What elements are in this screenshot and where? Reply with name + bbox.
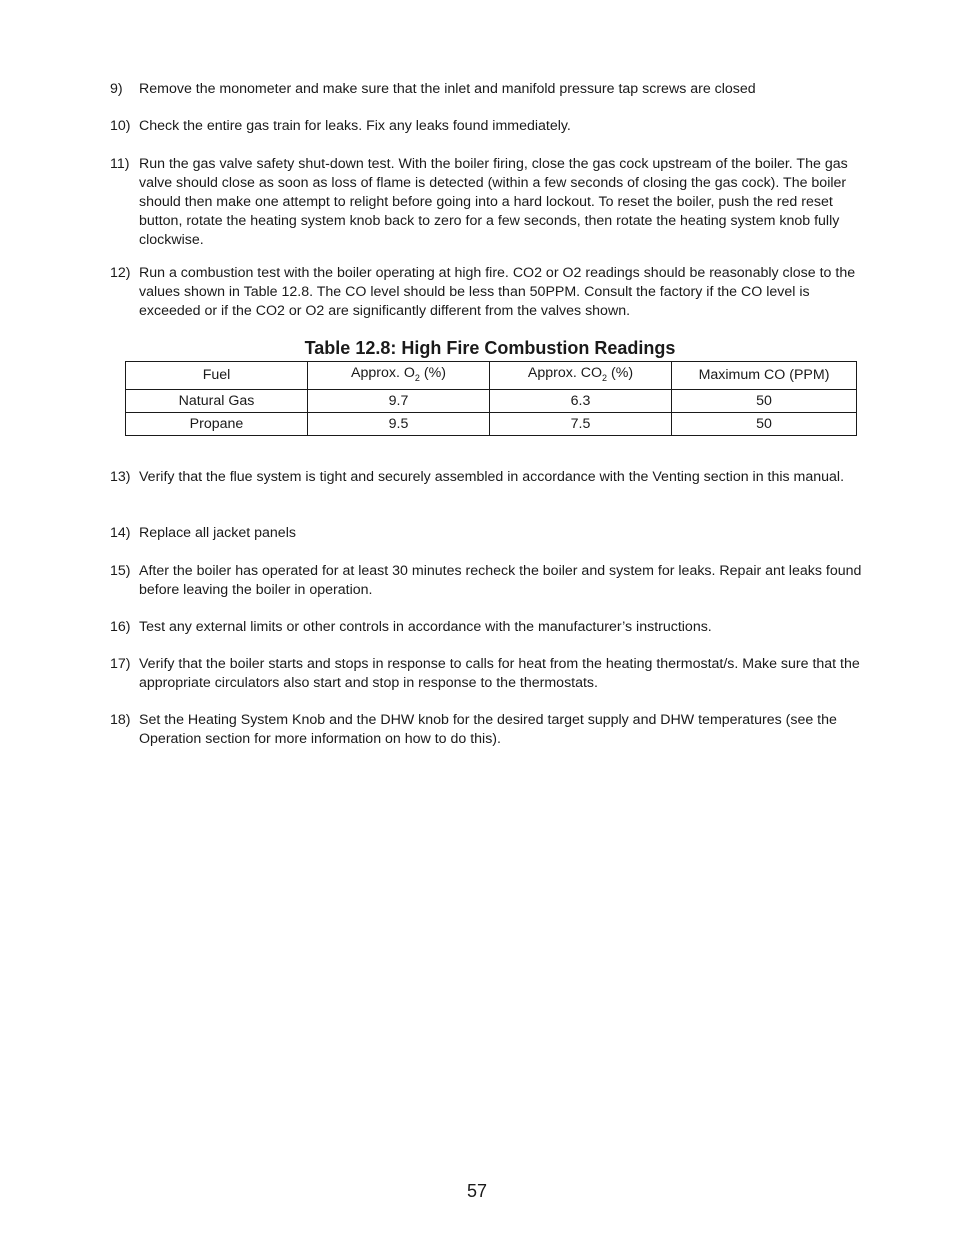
item-number: 10) — [110, 118, 131, 134]
item-text: Verify that the flue system is tight and securely assembled in accordance with the Venting section in this manual. — [139, 469, 845, 485]
item-text: Set the Heating System Knob and the DHW knob for the desired target supply and DHW temperatures (see the Operation section for more information on how to do this). — [139, 712, 837, 747]
item-number: 14) — [110, 525, 131, 541]
table-title: Table 12.8: High Fire Combustion Readings — [304, 338, 676, 358]
cell-co: 50 — [672, 389, 857, 412]
item-number: 13) — [110, 469, 131, 485]
table-row — [126, 389, 857, 412]
item-number: 18) — [110, 712, 131, 728]
page-number: 57 — [466, 1181, 488, 1201]
cell-o2: 9.5 — [308, 412, 490, 435]
item-text: Run a combustion test with the boiler operating at high fire. CO2 or O2 readings should be reasonably close to the values shown in Table 12.8. The CO level should be less than 50PPM. Consult the factory if the CO level is exceeded or if the CO2 or O2 are significantly different from the valves shown. — [139, 265, 856, 319]
cell-co2: 6.3 — [490, 389, 672, 412]
header-co2: Approx. $CO_2$ (%) — [490, 362, 672, 390]
combustion-readings-table — [125, 361, 857, 436]
item-number: 9) — [110, 81, 123, 97]
item-text: Replace all jacket panels — [139, 525, 296, 541]
item-text: Test any external limits or other controls in accordance with the manufacturer’s instructions. — [139, 619, 712, 635]
item-number: 16) — [110, 619, 131, 635]
header-fuel: Fuel — [126, 362, 308, 390]
item-text: Remove the monometer and make sure that the inlet and manifold pressure tap screws are closed — [139, 81, 756, 97]
cell-o2: 9.7 — [308, 389, 490, 412]
list-item-15 — [110, 562, 862, 600]
cell-fuel: Propane — [126, 412, 308, 435]
list-item-10 — [110, 117, 862, 136]
header-o2: Approx. $O_2$ (%) — [308, 362, 490, 390]
item-number: 15) — [110, 563, 131, 579]
list-item-9 — [110, 80, 862, 99]
table-header-row — [126, 362, 857, 390]
cell-co: 50 — [672, 412, 857, 435]
list-item-12 — [110, 264, 862, 321]
list-item-14 — [110, 524, 862, 543]
item-number: 12) — [110, 265, 131, 281]
list-item-16 — [110, 618, 862, 637]
item-number: 17) — [110, 656, 131, 672]
item-text: Run the gas valve safety shut-down test. With the boiler firing, close the gas cock upstream of the boiler. The gas valve should close as soon as loss of flame is detected (within a few seconds of closing the gas cock). The boiler should then make one attempt to relight before going into a hard lockout. To reset the boiler, push the red reset button, rotate the heating system knob back to zero for a few seconds, then rotate the heating system knob fully clockwise. — [139, 156, 848, 248]
item-text: After the boiler has operated for at least 30 minutes recheck the boiler and system for leaks. Repair ant leaks found before leaving the boiler in operation. — [139, 563, 862, 598]
header-max-co: Maximum CO (PPM) — [672, 362, 857, 390]
table-row — [126, 412, 857, 435]
cell-fuel: Natural Gas — [126, 389, 308, 412]
item-text: Check the entire gas train for leaks. Fix any leaks found immediately. — [139, 118, 571, 134]
list-item-13 — [110, 468, 862, 487]
item-number: 11) — [110, 156, 130, 172]
cell-co2: 7.5 — [490, 412, 672, 435]
list-item-11 — [110, 155, 862, 250]
list-item-18 — [110, 711, 862, 749]
item-text: Verify that the boiler starts and stops in response to calls for heat from the heating thermostat/s. Make sure that the appropriate circulators also start and stop in response to the thermostats. — [139, 656, 860, 691]
list-item-17 — [110, 655, 862, 693]
